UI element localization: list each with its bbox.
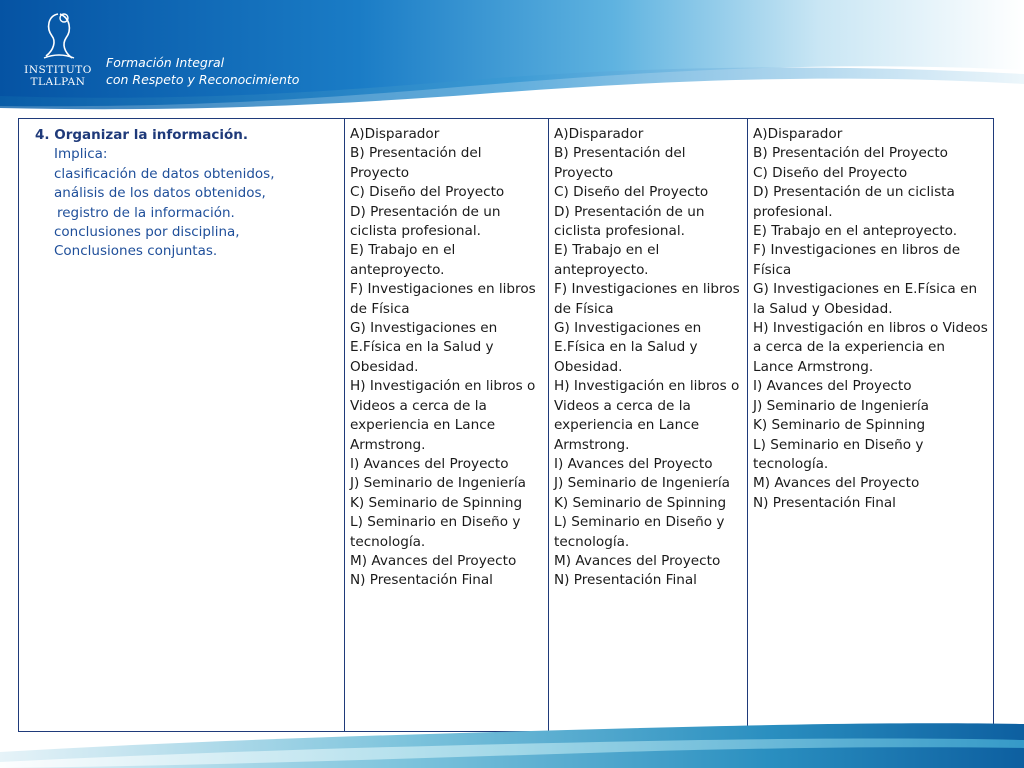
footer-wave [0, 712, 1024, 768]
activities-table [18, 118, 994, 732]
activity-item: J) Seminario de Ingeniería [350, 475, 526, 492]
activity-item: N) Presentación Final [554, 572, 697, 589]
activity-item: K) Seminario de Spinning [753, 417, 926, 434]
header-slogan [106, 54, 299, 88]
activity-item: A)Disparador [554, 126, 644, 142]
organize-info-cell [19, 119, 345, 731]
activity-item: L) Seminario en Diseño y tecnología. [753, 436, 924, 472]
logo-emblem-icon [38, 10, 78, 62]
activity-item: N) Presentación Final [350, 572, 493, 589]
activity-column-1 [345, 119, 549, 731]
activity-item: B) Presentación del Proyecto [350, 145, 482, 181]
activity-item: L) Seminario en Diseño y tecnología. [350, 514, 521, 550]
institute-logo [22, 10, 94, 94]
activity-item: A)Disparador [753, 126, 843, 142]
activity-item: I) Avances del Proyecto [753, 378, 912, 395]
activity-column-2 [549, 119, 748, 731]
activity-item: M) Avances del Proyecto [753, 475, 920, 492]
organize-line: conclusiones por disciplina, [54, 224, 240, 241]
activity-item: G) Investigaciones en E.Física en la Salud y Obesidad. [753, 281, 978, 317]
activity-item: H) Investigación en libros o Videos a cerca de la experiencia en Lance Armstrong. [554, 378, 740, 453]
slogan-line-2: con Respeto y Reconocimiento [106, 72, 300, 87]
activity-item: H) Investigación en libros o Videos a cerca de la experiencia en Lance Armstrong. [350, 378, 536, 453]
activity-item: M) Avances del Proyecto [350, 552, 517, 569]
activity-item: C) Diseño del Proyecto [554, 184, 709, 201]
activity-item: L) Seminario en Diseño y tecnología. [554, 514, 725, 550]
activity-item: F) Investigaciones en libros de Física [350, 281, 536, 317]
activity-column-3 [748, 119, 993, 731]
organize-heading: 4. Organizar la información. [35, 127, 248, 143]
logo-text-tlalpan: TLALPAN [30, 76, 86, 88]
activity-item: I) Avances del Proyecto [554, 455, 713, 472]
activity-item: C) Diseño del Proyecto [753, 164, 908, 181]
activity-item: E) Trabajo en el anteproyecto. [554, 242, 660, 278]
slogan-line-1: Formación Integral [106, 55, 225, 70]
activity-item: J) Seminario de Ingeniería [554, 475, 730, 492]
organize-line: clasificación de datos obtenidos, [54, 165, 275, 182]
activity-item: M) Avances del Proyecto [554, 552, 721, 569]
organize-line: registro de la información. [57, 204, 235, 221]
activity-item: E) Trabajo en el anteproyecto. [753, 223, 958, 240]
activity-item: B) Presentación del Proyecto [554, 145, 686, 181]
activity-item: K) Seminario de Spinning [554, 494, 727, 511]
footer-wave-graphic [0, 712, 1024, 768]
organize-line: Implica: [54, 146, 108, 163]
activity-item: F) Investigaciones en libros de Física [753, 242, 961, 278]
activity-item: D) Presentación de un ciclista profesional. [350, 203, 501, 240]
organize-line: análisis de los datos obtenidos, [54, 185, 266, 202]
activity-item: G) Investigaciones en E.Física en la Salud y Obesidad. [350, 320, 498, 375]
activity-item: N) Presentación Final [753, 494, 896, 511]
activity-item: F) Investigaciones en libros de Física [554, 281, 740, 317]
activity-item: H) Investigación en libros o Videos a cerca de la experiencia en Lance Armstrong. [753, 320, 988, 375]
organize-line: Conclusiones conjuntas. [54, 243, 218, 260]
activity-item: K) Seminario de Spinning [350, 494, 523, 511]
activity-item: G) Investigaciones en E.Física en la Salud y Obesidad. [554, 320, 702, 375]
activity-item: E) Trabajo en el anteproyecto. [350, 242, 456, 278]
activity-item: D) Presentación de un ciclista profesional. [554, 203, 705, 240]
header-banner [0, 0, 1024, 112]
activity-item: C) Diseño del Proyecto [350, 184, 505, 201]
activity-item: I) Avances del Proyecto [350, 455, 509, 472]
activity-item: B) Presentación del Proyecto [753, 145, 948, 162]
activity-item: A)Disparador [350, 126, 440, 142]
activity-item: J) Seminario de Ingeniería [753, 397, 929, 414]
activity-item: D) Presentación de un ciclista profesional. [753, 184, 955, 220]
logo-text-instituto: INSTITUTO [24, 64, 92, 76]
